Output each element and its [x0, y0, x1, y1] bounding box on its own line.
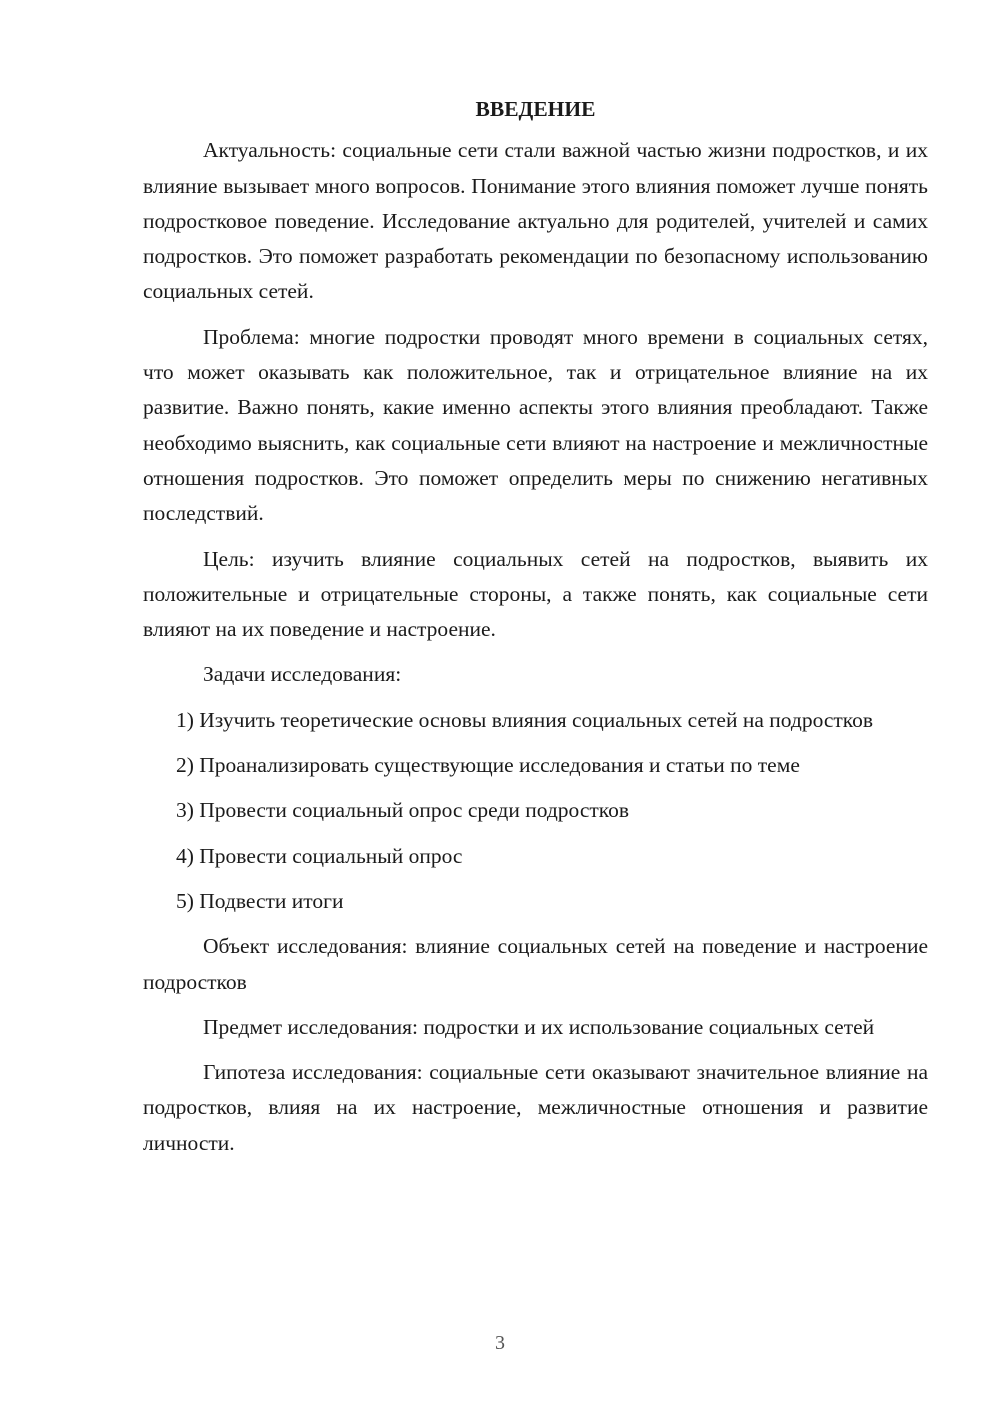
goal-paragraph: Цель: изучить влияние социальных сетей на подростков, выявить их положительные и отрицательные стороны, а также понять, как социальные сети влияют на их поведение и настроение.	[143, 546, 928, 642]
hypothesis-paragraph: Гипотеза исследования: социальные сети оказывают значительное влияние на подростков, влияя на их настроение, межличностные отношения и развитие личности.	[143, 1060, 928, 1155]
subject-paragraph: Предмет исследования: подростки и их использование социальных сетей	[203, 1014, 875, 1039]
problem-paragraph: Проблема: многие подростки проводят много времени в социальных сетях, что может оказывать как положительное, так и отрицательное влияние на их развитие. Важно понять, какие именно аспекты этого влияния преобладают. Также необходимо выяснить, как социальные сети влияют на настроение и межличностные отношения подростков. Это поможет определить меры по снижению негативных последствий.	[143, 324, 928, 526]
document-page	[143, 92, 928, 1171]
list-item: 1) Изучить теоретические основы влияния социальных сетей на подростков	[176, 707, 874, 732]
relevance-paragraph: Актуальность: социальные сети стали важной частью жизни подростков, и их влияние вызывает много вопросов. Понимание этого влияния поможет лучше понять подростковое поведение. Исследование актуально для родителей, учителей и самих подростков. Это поможет разработать рекомендации по безопасному использованию социальных сетей.	[143, 138, 928, 304]
tasks-heading: Задачи исследования:	[203, 662, 402, 687]
object-paragraph: Объект исследования: влияние социальных сетей на поведение и настроение подростков	[143, 934, 928, 994]
page-number: 3	[495, 1332, 505, 1354]
list-item: 2) Проанализировать существующие исследования и статьи по теме	[176, 753, 800, 778]
list-item: 5) Подвести итоги	[176, 888, 344, 913]
page-title: ВВЕДЕНИЕ	[475, 97, 596, 121]
tasks-list	[143, 703, 928, 919]
list-item: 4) Провести социальный опрос	[176, 843, 463, 868]
list-item: 3) Провести социальный опрос среди подростков	[176, 798, 630, 823]
